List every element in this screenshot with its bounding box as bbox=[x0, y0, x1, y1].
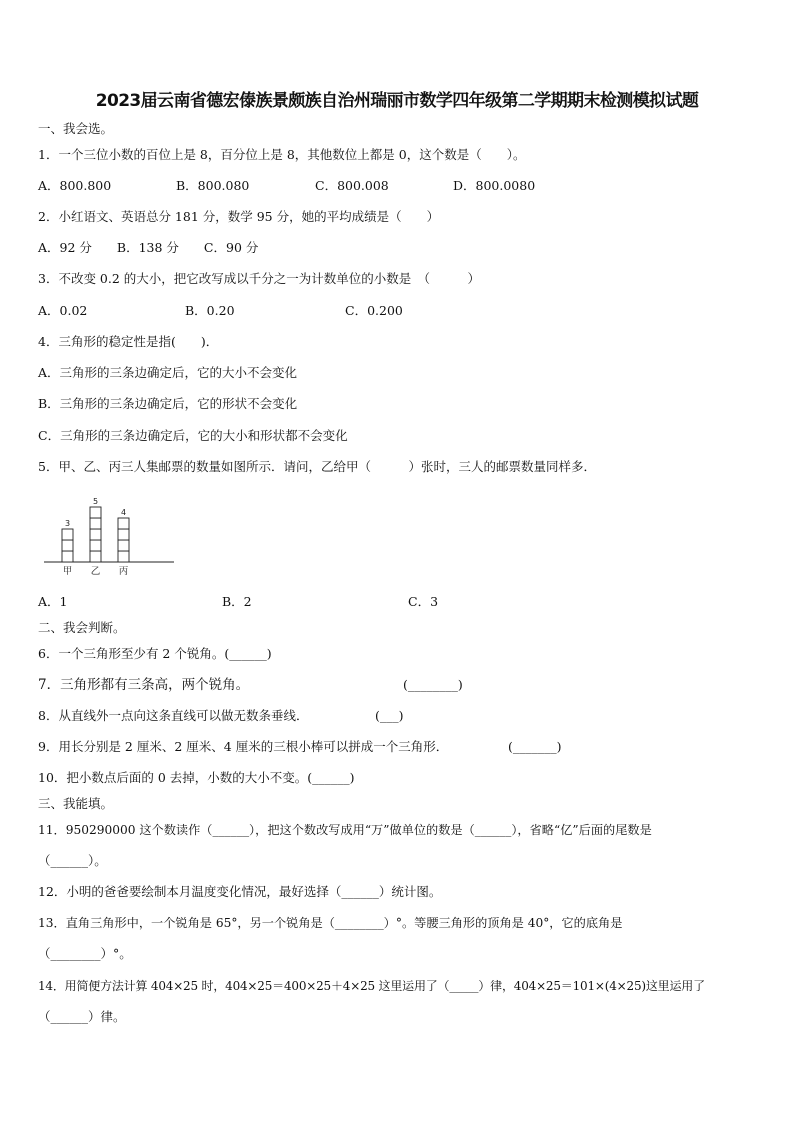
bar-cell bbox=[90, 507, 101, 518]
question-13-line-2: （________）°。 bbox=[38, 946, 132, 961]
bar-cell bbox=[118, 529, 129, 540]
q5-option-a: A．1 bbox=[38, 594, 68, 609]
q1-option-c: C．800.008 bbox=[315, 178, 389, 193]
question-13-line-1: 13．直角三角形中，一个锐角是 65°，另一个锐角是（________）°。等腰三角形的顶角是 40°，它的底角是 bbox=[38, 916, 623, 930]
category-label: 甲 bbox=[62, 566, 73, 577]
section-heading-judge: 二、我会判断。 bbox=[38, 620, 126, 635]
question-12: 12．小明的爸爸要绘制本月温度变化情况，最好选择（______）统计图。 bbox=[38, 884, 442, 899]
bar-cell bbox=[90, 518, 101, 529]
question-2: 2．小红语文、英语总分 181 分，数学 95 分，她的平均成绩是（ ） bbox=[38, 209, 440, 224]
question-14-line-2: （______）律。 bbox=[38, 1009, 126, 1024]
q5-option-c: C．3 bbox=[408, 594, 439, 609]
question-7: 7．三角形都有三条高，两个锐角。 bbox=[38, 677, 250, 693]
q2-options: A．92 分 B．138 分 C．90 分 bbox=[38, 240, 259, 255]
question-6: 6．一个三角形至少有 2 个锐角。(______) bbox=[38, 646, 272, 661]
question-4: 4．三角形的稳定性是指( )． bbox=[38, 334, 219, 349]
question-8: 8．从直线外一点向这条直线可以做无数条垂线． bbox=[38, 708, 309, 723]
q1-option-d: D．800.0080 bbox=[453, 178, 536, 193]
q3-option-a: A．0.02 bbox=[38, 303, 88, 318]
bar-cell bbox=[90, 551, 101, 562]
q5-option-b: B．2 bbox=[222, 594, 252, 609]
question-9: 9．用长分别是 2 厘米、2 厘米、4 厘米的三根小棒可以拼成一个三角形． bbox=[38, 739, 449, 754]
category-label: 乙 bbox=[90, 566, 101, 577]
question-11-line-1: 11．950290000 这个数读作（______），把这个数改写成用“万”做单位的数是（______），省略“亿”后面的尾数是 bbox=[38, 823, 652, 837]
q4-option-b: B．三角形的三条边确定后，它的形状不会变化 bbox=[38, 396, 298, 411]
bar-cell bbox=[62, 529, 73, 540]
q9-blank: (_______) bbox=[508, 739, 562, 754]
q3-option-c: C．0.200 bbox=[345, 303, 403, 318]
bar-cell bbox=[62, 540, 73, 551]
bar-cell bbox=[90, 540, 101, 551]
page-title: 2023届云南省德宏傣族景颇族自治州瑞丽市数学四年级第二学期期末检测模拟试题 bbox=[95, 91, 699, 111]
q4-option-a: A．三角形的三条边确定后，它的大小不会变化 bbox=[38, 365, 298, 380]
bar-cell bbox=[118, 518, 129, 529]
q1-option-b: B．800.080 bbox=[176, 178, 250, 193]
bar-cell bbox=[62, 551, 73, 562]
bar-cell bbox=[90, 529, 101, 540]
q1-option-a: A．800.800 bbox=[38, 178, 112, 193]
data-label: 3 bbox=[64, 519, 71, 528]
stamp-count-chart bbox=[44, 486, 176, 582]
q7-blank: (________) bbox=[403, 677, 463, 692]
q3-option-b: B．0.20 bbox=[185, 303, 235, 318]
section-heading-choice: 一、我会选。 bbox=[38, 121, 114, 136]
question-10: 10．把小数点后面的 0 去掉，小数的大小不变。(______) bbox=[38, 770, 355, 785]
data-label: 4 bbox=[120, 508, 127, 517]
section-heading-fill: 三、我能填。 bbox=[38, 796, 114, 811]
question-1: 1．一个三位小数的百位上是 8，百分位上是 8，其他数位上都是 0，这个数是（ ）。 bbox=[38, 147, 526, 162]
bar-cell bbox=[118, 540, 129, 551]
q4-option-c: C．三角形的三条边确定后，它的大小和形状都不会变化 bbox=[38, 428, 348, 443]
question-5: 5．甲、乙、丙三人集邮票的数量如图所示．请问，乙给甲（ ）张时，三人的邮票数量同样多． bbox=[38, 459, 596, 474]
question-11-line-2: （______）。 bbox=[38, 853, 107, 868]
bar-cell bbox=[118, 551, 129, 562]
question-14-line-1: 14．用简便方法计算 404×25 时，404×25＝400×25＋4×25 这里运用了（_____）律，404×25＝101×(4×25)这里运用了 bbox=[38, 979, 705, 993]
q8-blank: (___) bbox=[375, 708, 404, 723]
question-3: 3．不改变 0.2 的大小，把它改写成以千分之一为计数单位的小数是 （ ） bbox=[38, 271, 481, 286]
data-label: 5 bbox=[92, 497, 99, 506]
category-label: 丙 bbox=[118, 566, 129, 577]
stamp-chart-svg bbox=[44, 486, 176, 582]
